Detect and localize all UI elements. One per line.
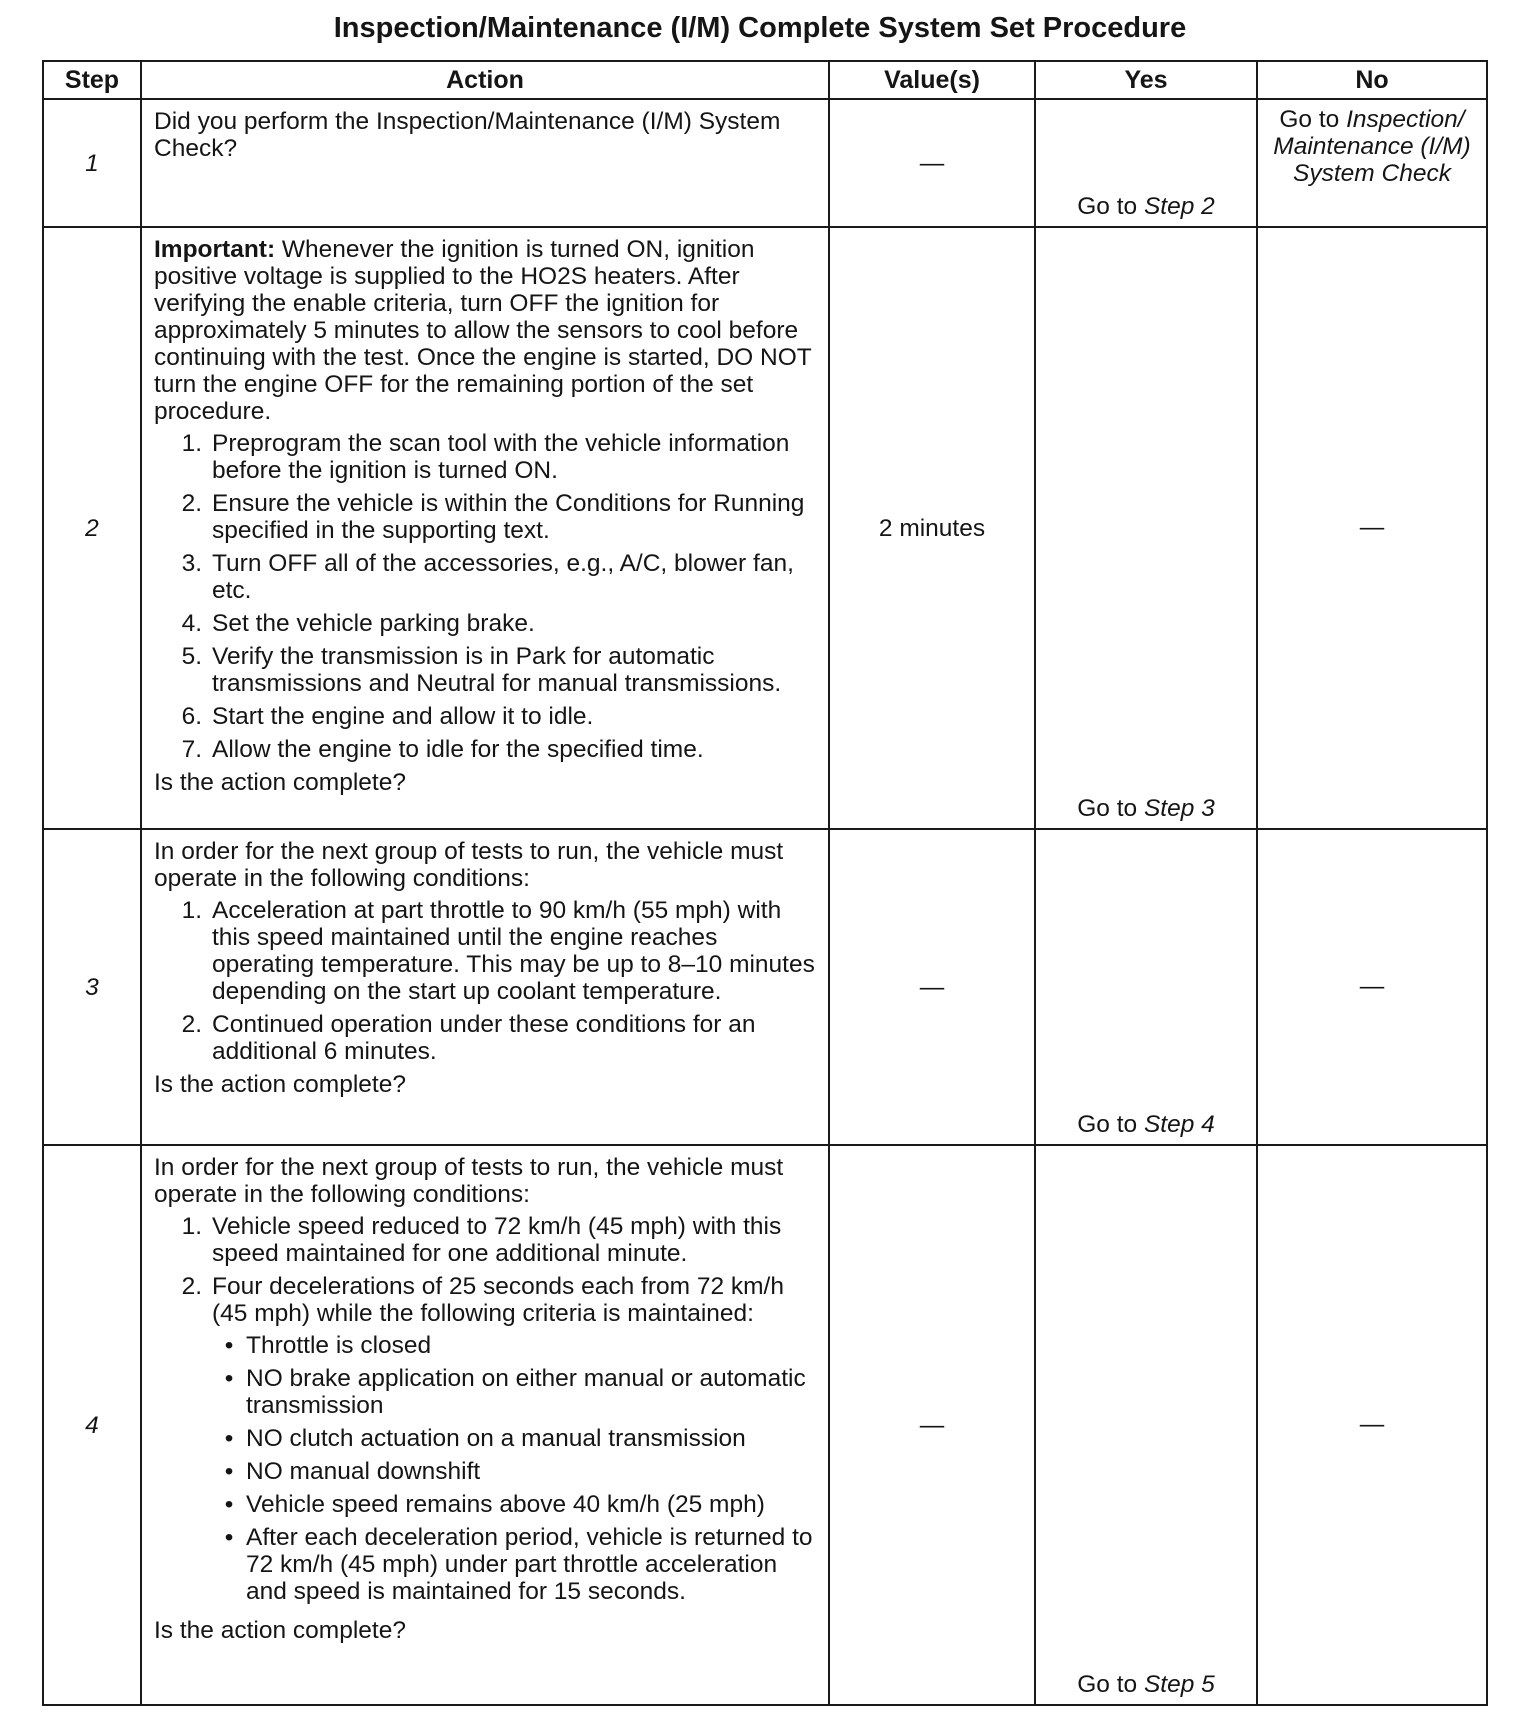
step-number: 3 bbox=[43, 829, 141, 1145]
criteria-item bbox=[212, 1458, 818, 1485]
yes-step-link[interactable]: Step 4 bbox=[1143, 1111, 1215, 1138]
list-item bbox=[154, 897, 818, 1005]
value-cell: 2 minutes bbox=[829, 227, 1035, 829]
table-row-step-2 bbox=[43, 227, 1487, 829]
item-text: Allow the engine to idle for the specified time. bbox=[212, 736, 704, 763]
yes-prefix: Go to bbox=[1077, 1111, 1144, 1138]
criteria-item bbox=[212, 1524, 818, 1605]
item-number: 1. bbox=[181, 1213, 202, 1240]
yes-step-link[interactable]: Step 5 bbox=[1143, 1671, 1215, 1698]
list-item bbox=[154, 1273, 818, 1611]
item-number: 2. bbox=[181, 490, 202, 517]
item-text: Verify the transmission is in Park for automatic transmissions and Neutral for manual transmissions. bbox=[212, 643, 782, 697]
criteria-text: After each deceleration period, vehicle is returned to 72 km/h (45 mph) under part throttle acceleration and speed is maintained for 15 seconds. bbox=[246, 1524, 813, 1605]
item-number: 2. bbox=[181, 1011, 202, 1038]
yes-prefix: Go to bbox=[1077, 795, 1144, 822]
item-number: 2. bbox=[181, 1273, 202, 1300]
value-cell: — bbox=[829, 1145, 1035, 1705]
item-text: Vehicle speed reduced to 72 km/h (45 mph) with this speed maintained for one additional minute. bbox=[212, 1213, 782, 1267]
yes-cell bbox=[1035, 227, 1257, 829]
numbered-list bbox=[154, 897, 818, 1065]
no-cell: — bbox=[1257, 829, 1487, 1145]
intro-text: In order for the next group of tests to run, the vehicle must operate in the following conditions: bbox=[154, 838, 784, 892]
item-text: Ensure the vehicle is within the Conditions for Running specified in the supporting text. bbox=[212, 490, 805, 544]
no-cell: — bbox=[1257, 1145, 1487, 1705]
item-text: Preprogram the scan tool with the vehicle information before the ignition is turned ON. bbox=[212, 430, 790, 484]
item-number: 1. bbox=[181, 430, 202, 457]
criteria-text: NO clutch actuation on a manual transmission bbox=[246, 1425, 746, 1452]
list-item bbox=[154, 736, 818, 763]
item-text: Continued operation under these conditions for an additional 6 minutes. bbox=[212, 1011, 756, 1065]
numbered-list bbox=[154, 1213, 818, 1611]
criteria-item bbox=[212, 1491, 818, 1518]
important-note bbox=[154, 236, 818, 425]
list-item bbox=[154, 1213, 818, 1267]
criteria-list bbox=[212, 1332, 818, 1605]
bullet-icon: • bbox=[224, 1425, 234, 1452]
yes-step-link[interactable]: Step 3 bbox=[1143, 795, 1215, 822]
yes-cell bbox=[1035, 1145, 1257, 1705]
criteria-item bbox=[212, 1365, 818, 1419]
list-item bbox=[154, 1011, 818, 1065]
bullet-icon: • bbox=[224, 1524, 234, 1551]
value-cell: — bbox=[829, 99, 1035, 227]
item-number: 3. bbox=[181, 550, 202, 577]
no-prefix: Go to bbox=[1279, 106, 1347, 133]
action-text: Did you perform the Inspection/Maintenance (I/M) System Check? bbox=[154, 108, 781, 162]
page-title: Inspection/Maintenance (I/M) Complete System Set Procedure bbox=[333, 12, 1187, 44]
step-number: 2 bbox=[43, 227, 141, 829]
no-cell: — bbox=[1257, 227, 1487, 829]
item-text: Acceleration at part throttle to 90 km/h (55 mph) with this speed maintained until the engine reaches operating temperature. This may be up to 8–10 minutes depending on the start up coolant temperature. bbox=[212, 897, 815, 1005]
step-number: 1 bbox=[43, 99, 141, 227]
criteria-text: Throttle is closed bbox=[246, 1332, 432, 1359]
action-cell bbox=[141, 227, 829, 829]
header-row bbox=[43, 61, 1487, 99]
numbered-list bbox=[154, 430, 818, 763]
item-number: 4. bbox=[181, 610, 202, 637]
no-cell bbox=[1257, 99, 1487, 227]
action-cell bbox=[141, 829, 829, 1145]
table-row-step-4 bbox=[43, 1145, 1487, 1705]
criteria-text: NO manual downshift bbox=[246, 1458, 481, 1485]
bullet-icon: • bbox=[224, 1332, 234, 1359]
item-number: 5. bbox=[181, 643, 202, 670]
yes-cell bbox=[1035, 99, 1257, 227]
procedure-table bbox=[42, 60, 1488, 1706]
criteria-item bbox=[212, 1425, 818, 1452]
value-cell: — bbox=[829, 829, 1035, 1145]
action-cell bbox=[141, 1145, 829, 1705]
action-cell bbox=[141, 99, 829, 227]
bullet-icon: • bbox=[224, 1458, 234, 1485]
header-yes: Yes bbox=[1035, 61, 1257, 99]
criteria-item bbox=[212, 1332, 818, 1359]
bullet-icon: • bbox=[224, 1491, 234, 1518]
list-item bbox=[154, 550, 818, 604]
bullet-icon: • bbox=[224, 1365, 234, 1392]
header-values: Value(s) bbox=[829, 61, 1035, 99]
important-text: Whenever the ignition is turned ON, ignition positive voltage is supplied to the HO2S heaters. After verifying the enable criteria, turn OFF the ignition for approximately 5 minutes to allow the sensors to cool before continuing with the test. Once the engine is started, DO NOT turn the engine OFF for the remaining portion of the set procedure. bbox=[154, 236, 812, 425]
item-text: Start the engine and allow it to idle. bbox=[212, 703, 594, 730]
item-number: 7. bbox=[181, 736, 202, 763]
item-number: 1. bbox=[181, 897, 202, 924]
completion-question: Is the action complete? bbox=[154, 1617, 406, 1644]
criteria-text: Vehicle speed remains above 40 km/h (25 mph) bbox=[246, 1491, 765, 1518]
list-item bbox=[154, 490, 818, 544]
list-item bbox=[154, 643, 818, 697]
item-text: Set the vehicle parking brake. bbox=[212, 610, 535, 637]
yes-step-link[interactable]: Step 2 bbox=[1143, 193, 1215, 220]
yes-prefix: Go to bbox=[1077, 193, 1144, 220]
completion-question: Is the action complete? bbox=[154, 1071, 406, 1098]
header-no: No bbox=[1257, 61, 1487, 99]
completion-question: Is the action complete? bbox=[154, 769, 406, 796]
table-row-step-1 bbox=[43, 99, 1487, 227]
item-text: Four decelerations of 25 seconds each from 72 km/h (45 mph) while the following criteria is maintained: bbox=[212, 1273, 784, 1327]
list-item bbox=[154, 430, 818, 484]
criteria-text: NO brake application on either manual or automatic transmission bbox=[246, 1365, 806, 1419]
item-number: 6. bbox=[181, 703, 202, 730]
list-item bbox=[154, 703, 818, 730]
item-text: Turn OFF all of the accessories, e.g., A/C, blower fan, etc. bbox=[212, 550, 794, 604]
intro-text: In order for the next group of tests to run, the vehicle must operate in the following conditions: bbox=[154, 1154, 784, 1208]
no-system-check-link[interactable]: Inspection/ Maintenance (I/M) System Check bbox=[1273, 106, 1471, 187]
list-item bbox=[154, 610, 818, 637]
yes-cell bbox=[1035, 829, 1257, 1145]
table-row-step-3 bbox=[43, 829, 1487, 1145]
yes-prefix: Go to bbox=[1077, 1671, 1144, 1698]
header-action: Action bbox=[141, 61, 829, 99]
header-step: Step bbox=[43, 61, 141, 99]
step-number: 4 bbox=[43, 1145, 141, 1705]
important-label: Important: bbox=[154, 236, 276, 263]
